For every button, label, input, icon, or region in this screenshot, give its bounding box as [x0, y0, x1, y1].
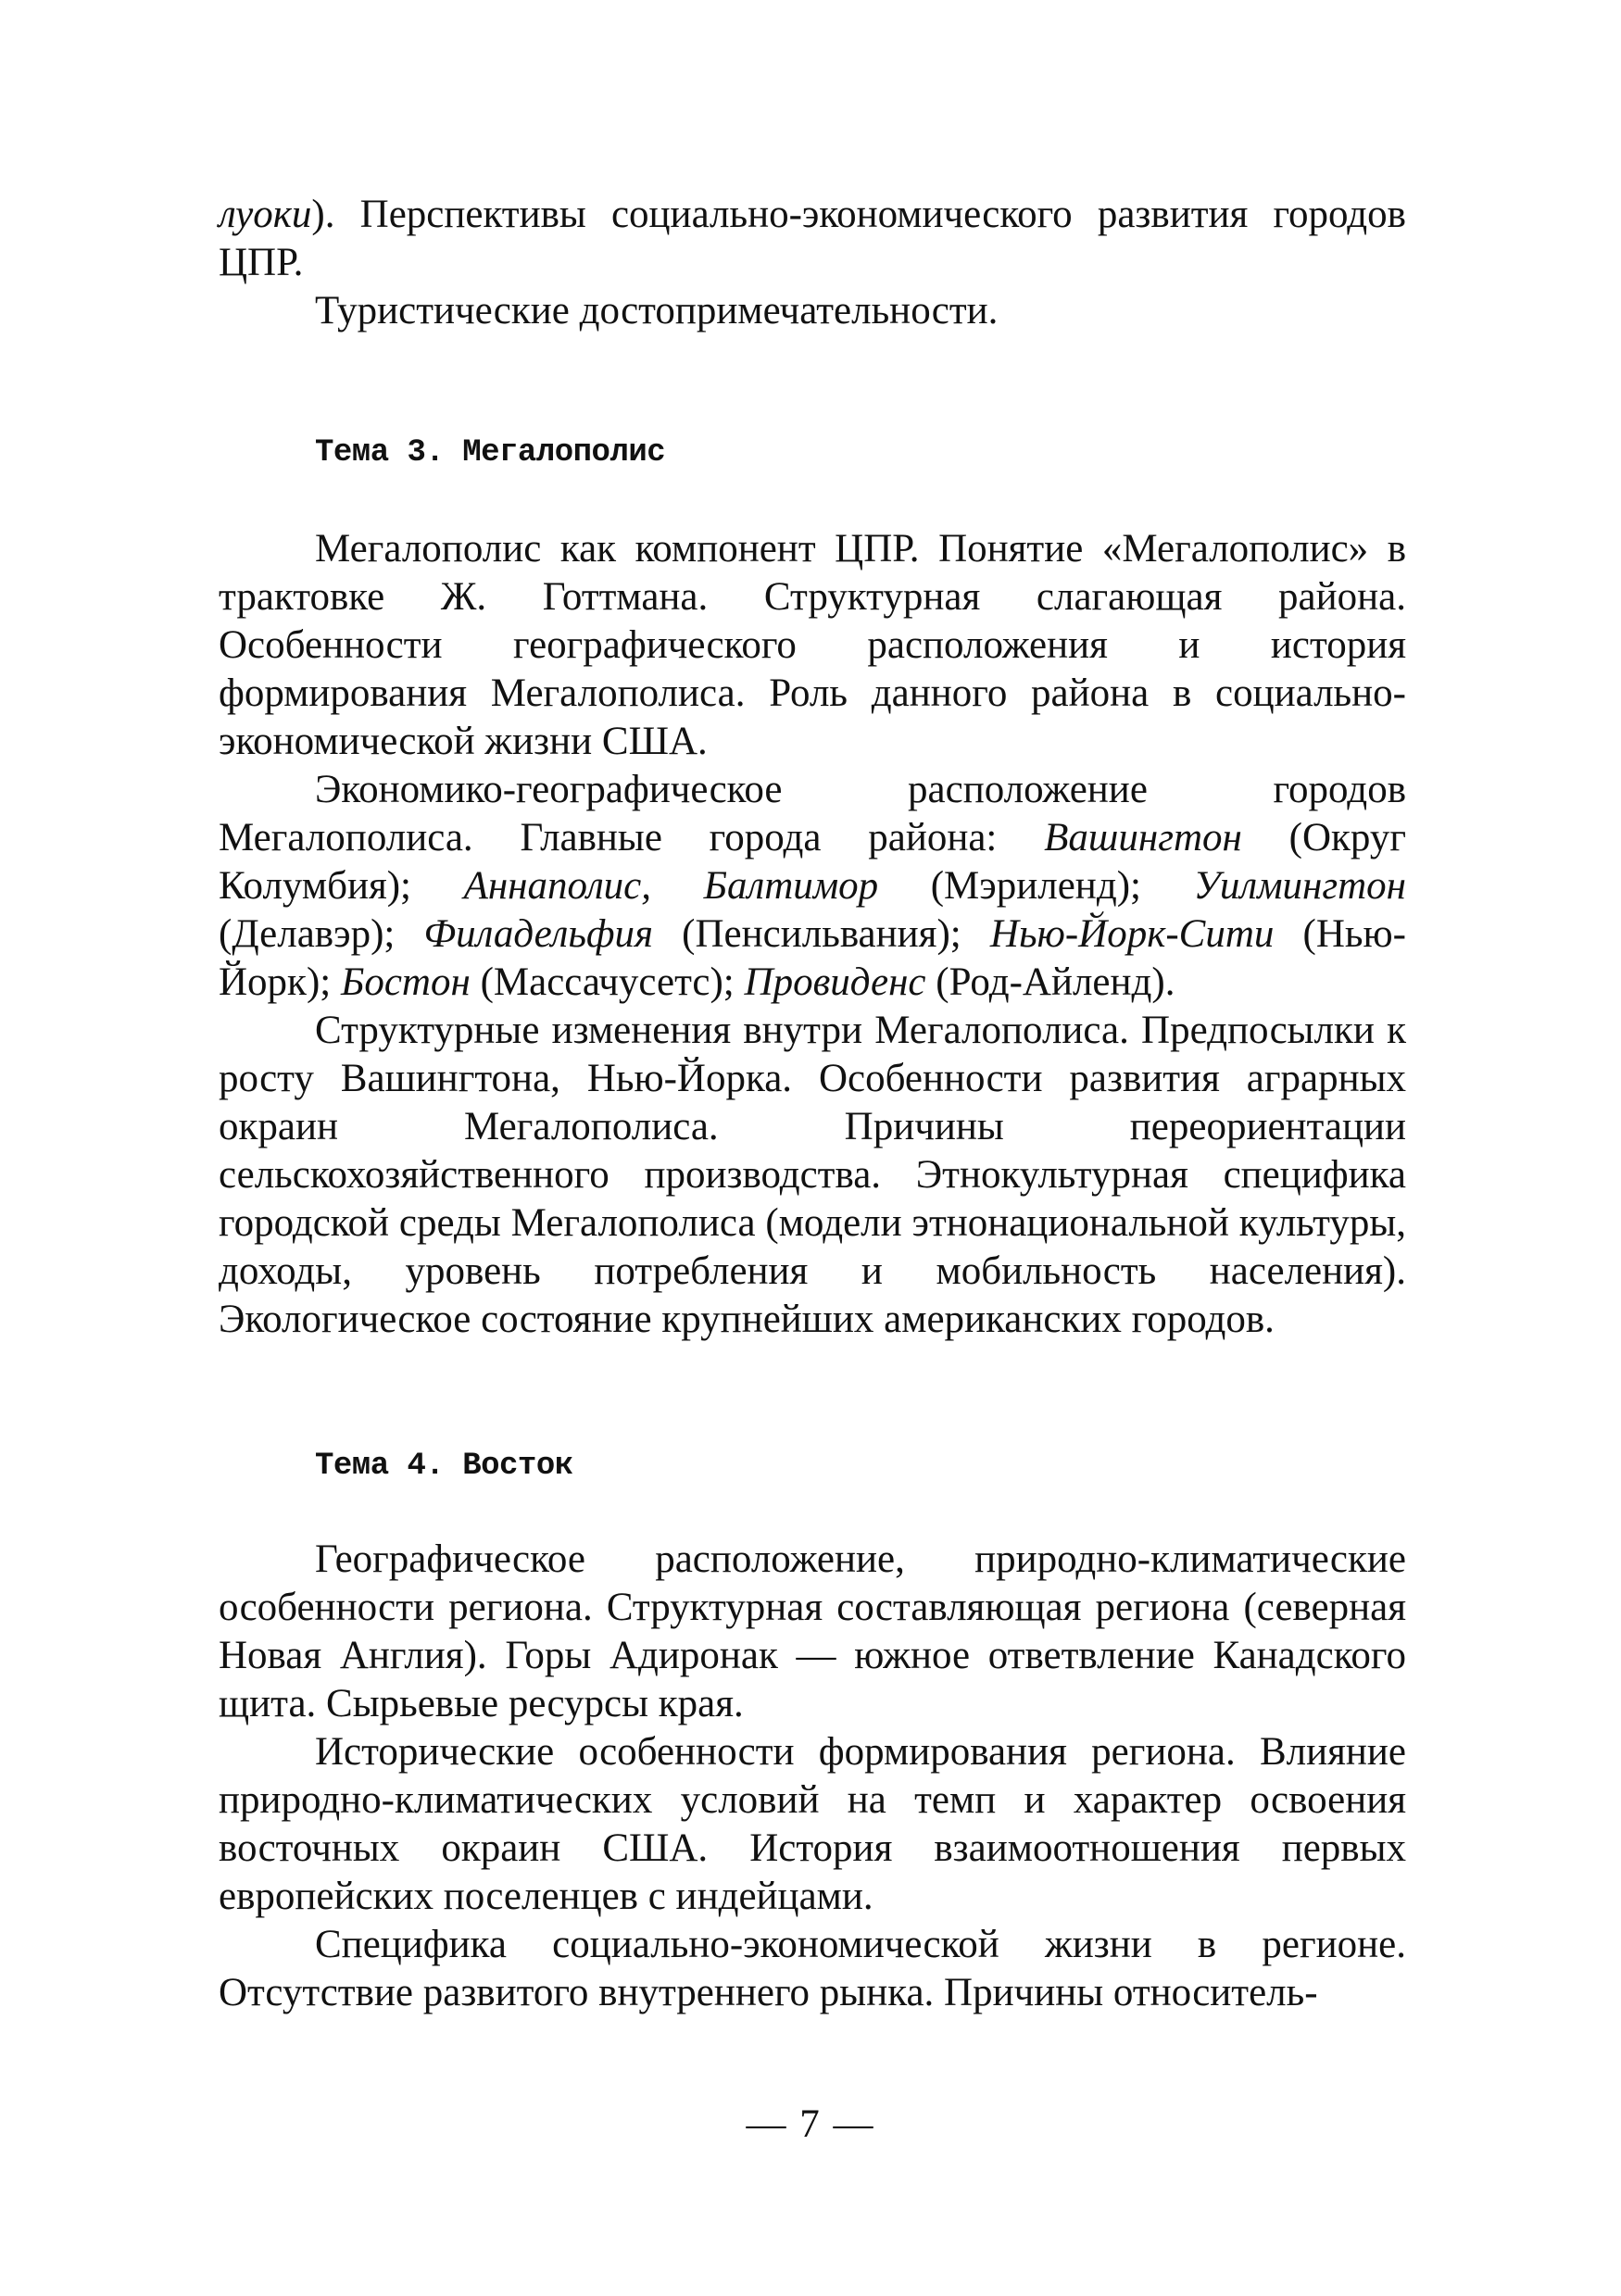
topic-4-heading: Тема 4. Восток — [315, 1449, 573, 1484]
topic-3-paragraph-2: Экономико-географическое расположение городов Мегалополиса. Главные города района: Вашингтон (Округ Колумбия); Аннаполис, Балтимор (Мэриленд); Уилмингтон (Делавэр); Филадельфия (Пенсильвания); Нью-Йорк-Сити (Нью-Йорк); Бостон (Массачусетс); Провиденс (Род-Айленд). — [219, 768, 1406, 1004]
page-body — [219, 191, 1406, 2017]
city-name: Вашингтон — [1044, 816, 1242, 859]
city-name: Провиденс — [744, 960, 926, 1004]
intro-paragraph-2: Туристические достопримечательности. — [315, 289, 999, 332]
italic-fragment: луоки — [219, 193, 312, 236]
topic-4-paragraph-3: Специфика социально-экономической жизни в регионе. Отсутствие развитого внутреннего рынка. Причины относитель- — [219, 1923, 1406, 2014]
topic-3-paragraph-3: Структурные изменения внутри Мегалополиса. Предпосылки к росту Вашингтона, Нью-Йорка. Особенности развития аграрных окраин Мегалополиса. Причины переориентации сельскохозяйственного производства. Этнокультурная специфика городской среды Мегалополиса (модели этнонациональной культуры, доходы, уровень потребления и мобильность населения). Экологическое состояние крупнейших американских городов. — [219, 1009, 1406, 1341]
topic-3-heading: Тема 3. Мегалополис — [315, 435, 666, 470]
city-name: Аннаполис, Балтимор — [463, 864, 879, 908]
topic-3-paragraph-1: Мегалополис как компонент ЦПР. Понятие «Мегалополис» в трактовке Ж. Готтмана. Структурная слагающая района. Особенности географического расположения и история формирования Мегалополиса. Роль данного района в социально-экономической жизни США. — [219, 527, 1406, 763]
topic-4-paragraph-2: Исторические особенности формирования региона. Влияние природно-климатических условий на темп и характер освоения восточных окраин США. История взаимоотношения первых европейских поселенцев с индейцами. — [219, 1730, 1406, 1918]
city-name: Уилмингтон — [1193, 864, 1406, 908]
city-name: Нью-Йорк-Сити — [989, 912, 1275, 956]
topic-4-paragraph-1: Географическое расположение, природно-климатические особенности региона. Структурная составляющая региона (северная Новая Англия). Горы Адиронак — южное ответвление Канадского щита. Сырьевые ресурсы края. — [219, 1537, 1406, 1725]
intro-paragraph: луоки). Перспективы социально-экономического развития городов ЦПР. — [219, 193, 1406, 284]
city-name: Бостон — [340, 960, 471, 1004]
city-name: Филадельфия — [423, 912, 653, 956]
page-number: — 7 — — [746, 2102, 875, 2146]
